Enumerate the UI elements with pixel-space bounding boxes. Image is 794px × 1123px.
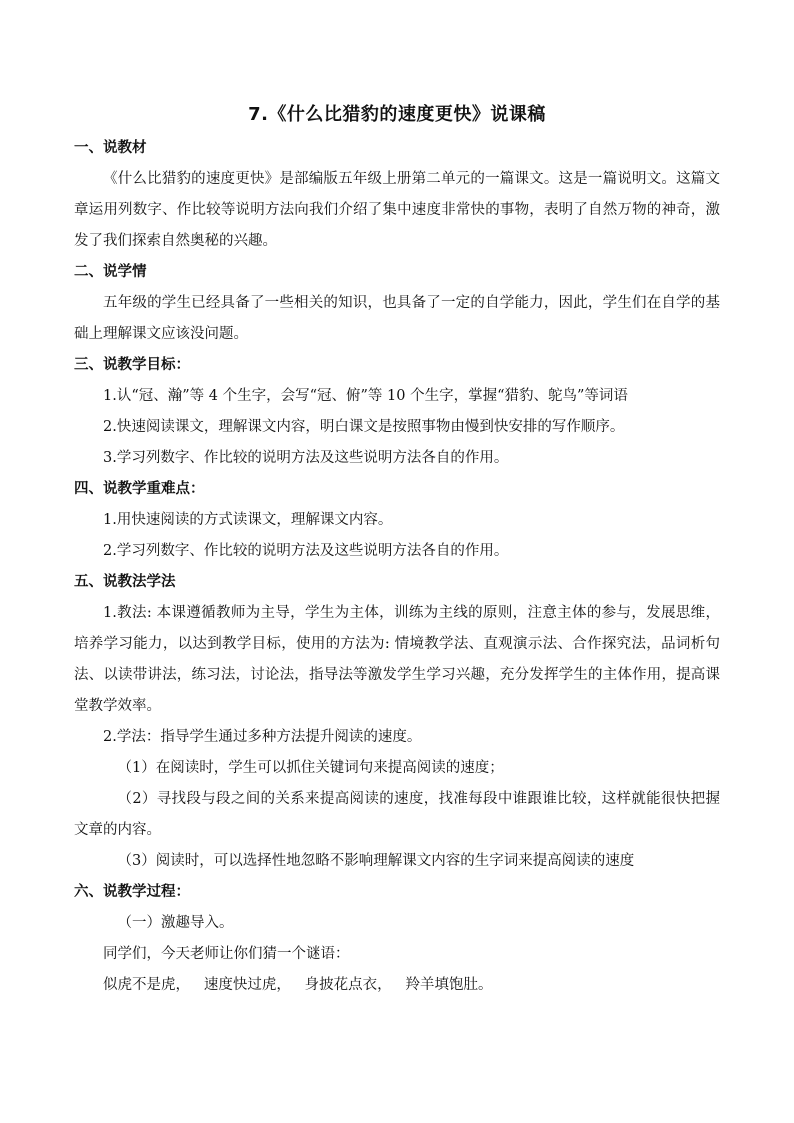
goal-item-1: 1.认“冠、瀚”等 4 个生字，会写“冠、俯”等 10 个生字，掌握“猎豹、鸵鸟”等词语 [103,388,628,404]
section-heading-textbook: 一、说教材 [74,140,147,156]
key-point-1: 1.用快速阅读的方式读课文，理解课文内容。 [103,512,393,528]
paragraph-riddle-intro: 同学们，今天老师让你们猜一个谜语： [103,946,350,962]
paragraph-students: 五年级的学生已经具备了一些相关的知识，也具备了一定的自学能力，因此，学生们在自学的基础上理解课文应该没问题。 [74,295,720,342]
paragraph-learning-method: 2.学法：指导学生通过多种方法提升阅读的速度。 [103,729,422,745]
document-body [74,133,720,1001]
paragraph-textbook: 《什么比猎豹的速度更快》是部编版五年级上册第二单元的一篇课文。这是一篇说明文。这篇文章运用列数字、作比较等说明方法向我们介绍了集中速度非常快的事物，表明了自然万物的神奇，激发了我们探索自然奥秘的兴趣。 [74,171,720,249]
section-heading-students: 二、说学情 [74,264,147,280]
goal-item-2: 2.快速阅读课文，理解课文内容，明白课文是按照事物由慢到快安排的写作顺序。 [103,419,625,435]
goal-item-3: 3.学习列数字、作比较的说明方法及这些说明方法各自的作用。 [103,450,509,466]
process-step-1: （一）激趣导入。 [117,915,234,931]
method-sub-3: （3）阅读时，可以选择性地忽略不影响理解课文内容的生字词来提高阅读的速度 [117,853,635,869]
key-point-2: 2.学习列数字、作比较的说明方法及这些说明方法各自的作用。 [103,543,509,559]
paragraph-teaching-method: 1.教法: 本课遵循教师为主导，学生为主体，训练为主线的原则，注意主体的参与，发展思维，培养学习能力，以达到教学目标，使用的方法为: 情境教学法、直观演示法、合作探究法，品词析句法、以读带讲法，练习法，讨论法，指导法等激发学生学习兴趣，充分发挥学生的主体作用，提高课堂教学效率。 [74,605,720,714]
method-sub-1: （1）在阅读时，学生可以抓住关键词句来提高阅读的速度； [117,760,504,776]
section-heading-methods: 五、说教法学法 [74,574,176,590]
section-heading-goals: 三、说教学目标： [74,357,190,373]
section-heading-key-points: 四、说教学重难点： [74,481,205,497]
section-heading-process: 六、说教学过程： [74,884,190,900]
page-title: 7.《什么比猎豹的速度更快》说课稿 [248,104,546,125]
method-sub-2: （2）寻找段与段之间的关系来提高阅读的速度，找准每段中谁跟谁比较，这样就能很快把握文章的内容。 [74,791,720,838]
riddle-text: 似虎不是虎， 速度快过虎， 身披花点衣， 羚羊填饱肚。 [103,977,493,993]
